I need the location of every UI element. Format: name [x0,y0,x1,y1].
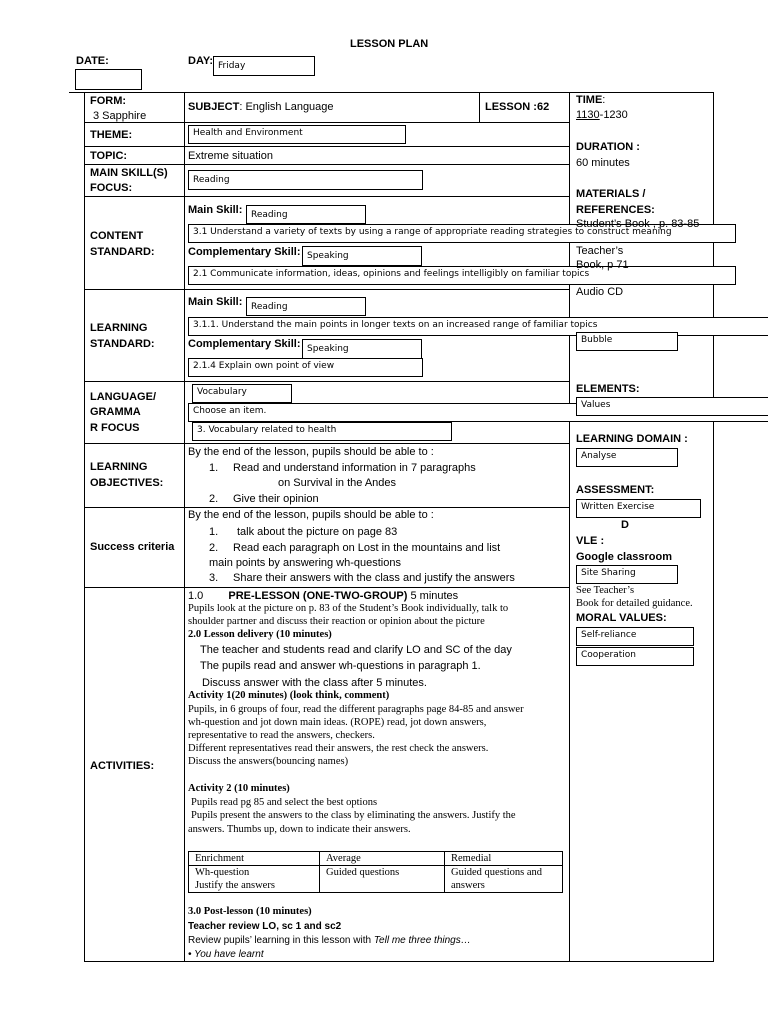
cs-comp-skill-label: Complementary Skill: [188,246,301,258]
objective-1-cont: on Survival in the Andes [278,477,397,489]
learning-standard-label-2: STANDARD: [90,338,155,350]
ls-comp-skill-label: Complementary Skill: [188,338,301,350]
post-lesson-line-2 [188,935,471,946]
activity-1-line-2: wh-question and jot down main ideas. (ROPE) read, jot down answers, [188,717,487,728]
learning-domain-field[interactable]: Analyse [576,448,678,467]
materials-label: MATERIALS / [576,188,646,200]
delivery-line-3: Discuss answer with the class after 5 minutes. [202,677,427,689]
vle-field[interactable]: Site Sharing [576,565,678,584]
table-row [189,866,563,893]
table-cell-line: Wh-question [195,867,250,878]
subject [188,101,334,113]
see-teachers-book: See Teacher’s [576,585,635,596]
day-label: DAY: [188,55,214,67]
time-label-text: TIME [576,94,603,106]
cs-comp-skill-field[interactable]: Speaking [302,246,422,266]
table-header-row [189,852,563,866]
objectives-label-2: OBJECTIVES: [90,477,164,489]
elements-field[interactable]: Values [576,397,768,416]
success-criteria-label: Success criteria [90,541,175,553]
pre-lesson-number: 1.0 [188,590,204,602]
objective-2: Give their opinion [233,493,319,505]
form-value: 3 Sapphire [93,110,147,122]
objectives-label: LEARNING [90,461,148,473]
materials-teachers-book-page: Book, p 71 [576,259,629,271]
activity-1-title: Activity 1(20 minutes) (look think, comment) [188,690,390,701]
form-label: FORM: [90,95,127,107]
delivery-line-1: The teacher and students read and clarify LO and SC of the day [200,644,512,656]
pre-lesson-heading [188,590,458,602]
activity-1-line-1: Pupils, in 6 groups of four, read the different paragraphs page 84-85 and answer [188,704,524,715]
cs-main-skill-label: Main Skill: [188,204,243,216]
content-standard-label: CONTENT [90,230,144,242]
table-cell-line: Guided questions [326,867,400,878]
table-header-cell: Average [320,852,445,866]
cs-main-skill-field[interactable]: Reading [246,205,366,224]
learning-domain-label: LEARNING DOMAIN : [576,433,688,445]
success-3: Share their answers with the class and justify the answers [233,572,515,584]
time-end: -1230 [599,109,628,121]
language-focus-label-3: R FOCUS [90,422,140,434]
post-lesson-title: 3.0 Post-lesson (10 minutes) [188,906,312,917]
elements-label: ELEMENTS: [576,383,640,395]
differentiation-table [188,851,563,893]
duration-value: 60 minutes [576,157,630,169]
time-colon: : [602,94,606,106]
main-skill-label: MAIN SKILL(S) [90,167,168,179]
assessment-label: ASSESSMENT: [576,484,655,496]
language-focus-field-1[interactable]: Vocabulary [192,384,292,403]
time-label [576,94,605,106]
topic-value: Extreme situation [188,150,273,162]
language-focus-label-2: GRAMMA [90,406,141,418]
cs-main-skill-desc[interactable]: 3.1 Understand a variety of texts by using a range of appropriate reading strategies to construct meaning [188,224,736,243]
objective-2-number: 2. [209,493,219,505]
moral-values-label: MORAL VALUES: [576,612,667,624]
objectives-intro: By the end of the lesson, pupils should be able to : [188,446,434,458]
content-standard-label-2: STANDARD: [90,246,155,258]
assessment-d: D [621,519,629,531]
vle-value: Google classroom [576,551,672,563]
pre-lesson-time: 5 minutes [407,590,459,602]
activities-label: ACTIVITIES: [90,760,155,772]
materials-teachers-book: Teacher’s [576,245,624,257]
table-cell-line: answers [451,880,485,891]
theme-label: THEME: [90,129,133,141]
moral-value-2[interactable]: Cooperation [576,647,694,666]
objective-1: Read and understand information in 7 paragraphs [233,462,476,474]
ls-main-skill-field[interactable]: Reading [246,297,366,316]
table-header-cell: Enrichment [189,852,320,866]
ls-main-skill-label: Main Skill: [188,296,243,308]
table-cell [189,866,320,893]
post-lesson-line-2-italic: Tell me three things… [373,935,471,946]
materials-field[interactable]: Bubble [576,332,678,351]
topic-label: TOPIC: [90,150,128,162]
success-2-number: 2. [209,542,219,554]
subject-value: : English Language [239,101,334,113]
main-skill-field[interactable]: Reading [188,170,423,190]
table-cell-line: Guided questions and [451,867,542,878]
duration-label: DURATION : [576,141,640,153]
table-cell-line: Justify the answers [195,880,275,891]
activity-2-line-2: Pupils present the answers to the class by eliminating the answers. Justify the [191,810,516,821]
activity-1-line-3: representative to read the answers, checkers. [188,730,375,741]
activity-1-line-4: Different representatives read their answers, the rest check the answers. [188,743,489,754]
success-intro: By the end of the lesson, pupils should be able to : [188,509,434,521]
language-focus-label: LANGUAGE/ [90,391,156,403]
moral-value-1[interactable]: Self-reliance [576,627,694,646]
language-focus-field-2[interactable]: Choose an item. [188,403,768,422]
table-cell [445,866,563,893]
success-2: Read each paragraph on Lost in the mountains and list [233,542,501,554]
post-lesson-line-3: • You have learnt [188,949,264,960]
ls-main-skill-desc[interactable]: 3.1.1. Understand the main points in longer texts on an increased range of familiar topics [188,317,768,336]
delivery-title: 2.0 Lesson delivery (10 minutes) [188,629,332,640]
success-1-number: 1. [209,526,219,538]
materials-students-book: Student’s Book , p. 83-85 [576,218,700,230]
date-field[interactable] [75,69,142,90]
activity-2-line-1: Pupils read pg 85 and select the best options [191,797,378,808]
subject-label: SUBJECT [188,101,240,113]
lesson-number: LESSON :62 [485,101,550,113]
success-2-cont: main points by answering wh-questions [209,557,401,569]
cs-comp-skill-desc[interactable]: 2.1 Communicate information, ideas, opinions and feelings intelligibly on familiar topics [188,266,736,285]
day-field[interactable]: Friday [213,56,315,76]
table-cell [320,866,445,893]
ls-comp-skill-desc[interactable]: 2.1.4 Explain own point of view [188,358,423,377]
activity-2-line-3: answers. Thumbs up, down to indicate their answers. [188,824,411,835]
activity-2-title: Activity 2 (10 minutes) [188,783,290,794]
learning-standard-label: LEARNING [90,322,148,334]
theme-field[interactable]: Health and Environment [188,125,406,144]
pre-lesson-line-1: Pupils look at the picture on p. 83 of the Student’s Book individually, talk to [188,603,509,614]
pre-lesson-title: PRE-LESSON (ONE-TWO-GROUP) [228,590,408,602]
language-focus-field-3[interactable]: 3. Vocabulary related to health [192,422,452,441]
materials-audio-cd: Audio CD [576,286,624,298]
pre-lesson-line-2: shoulder partner and discuss their reaction or opinion about the picture [188,616,485,627]
assessment-field[interactable]: Written Exercise [576,499,701,518]
see-teachers-book-2: Book for detailed guidance. [576,598,693,609]
ls-comp-skill-field[interactable]: Speaking [302,339,422,359]
table-header-cell: Remedial [445,852,563,866]
time-start: 1130 [576,109,600,121]
time-value [576,109,628,121]
activity-1-line-5: Discuss the answers(bouncing names) [188,756,349,767]
post-lesson-line-2-text: Review pupils’ learning in this lesson with [188,935,374,946]
date-label: DATE: [76,55,109,67]
post-lesson-line-1: Teacher review LO, sc 1 and sc2 [188,921,342,932]
references-label: REFERENCES: [576,204,655,216]
success-1: talk about the picture on page 83 [237,526,398,538]
main-skill-label-2: FOCUS: [90,182,133,194]
page-title: LESSON PLAN [350,38,429,50]
delivery-line-2: The pupils read and answer wh-questions in paragraph 1. [200,660,481,672]
objective-1-number: 1. [209,462,219,474]
vle-label: VLE : [576,535,605,547]
success-3-number: 3. [209,572,219,584]
